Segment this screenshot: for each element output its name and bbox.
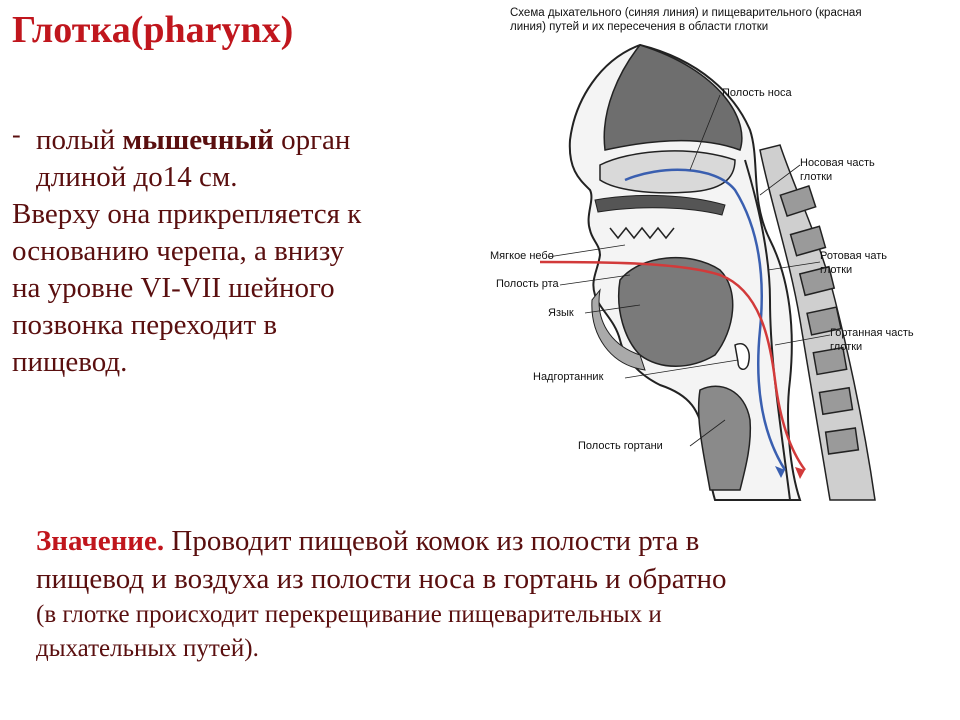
label-nasal-cavity: Полость носа	[722, 87, 792, 99]
label-larynx-cavity: Полость гортани	[578, 440, 663, 452]
paragraph-line-5: пищевод.	[12, 346, 128, 378]
label-soft-palate: Мягкое небо	[490, 250, 554, 262]
significance-label: Значение.	[36, 525, 165, 557]
label-laryngopharynx-2: глотки	[830, 341, 863, 353]
paragraph-line-2: основанию черепа, а внизу	[12, 235, 345, 267]
label-tongue: Язык	[548, 307, 574, 319]
label-oral-cavity: Полость рта	[496, 278, 559, 290]
significance-line-1	[36, 522, 936, 560]
label-nasopharynx-2: глотки	[800, 171, 833, 183]
diagram-caption-line-1: Схема дыхательного (синяя линия) и пищеварительного (красная	[510, 7, 862, 19]
bullet-dash: -	[12, 120, 21, 149]
label-oropharynx-2: глотки	[820, 264, 853, 276]
diagram-caption	[510, 6, 930, 34]
label-laryngopharynx-1: Гортанная часть	[830, 327, 914, 339]
significance-note-1: (в глотке происходит перекрещивание пищеварительных и	[36, 601, 662, 628]
label-nasopharynx-1: Носовая часть	[800, 157, 875, 169]
slide-title: Глотка(pharynx)	[12, 9, 294, 51]
bullet-line-1	[36, 122, 350, 159]
bullet-item	[12, 122, 462, 159]
significance-line-2: пищевод и воздуха из полости носа в гортань и обратно	[36, 563, 727, 595]
significance-text-1: Проводит пищевой комок из полости рта в	[164, 525, 700, 557]
bullet-text-bold: мышечный	[122, 124, 274, 156]
nasal-cavity-shape	[600, 151, 735, 193]
bullet-text-before: полый	[36, 124, 123, 156]
bullet-line-2: длиной до14 см.	[36, 161, 238, 193]
label-epiglottis: Надгортанник	[533, 371, 604, 383]
diagram-caption-line-2: линия) путей и их пересечения в области глотки	[510, 21, 769, 33]
paragraph-line-1: Вверху она прикрепляется к	[12, 198, 362, 230]
paragraph-line-3: на уровне VI-VII шейного	[12, 272, 335, 304]
significance-note-2: дыхательных путей).	[36, 635, 259, 662]
larynx-shape	[699, 386, 751, 490]
bullet-text-after: орган	[273, 124, 351, 156]
description-block	[12, 122, 462, 381]
significance-block	[36, 522, 936, 666]
paragraph-line-4: позвонка переходит в	[12, 309, 278, 341]
label-oropharynx-1: Ротовая чать	[820, 250, 887, 262]
